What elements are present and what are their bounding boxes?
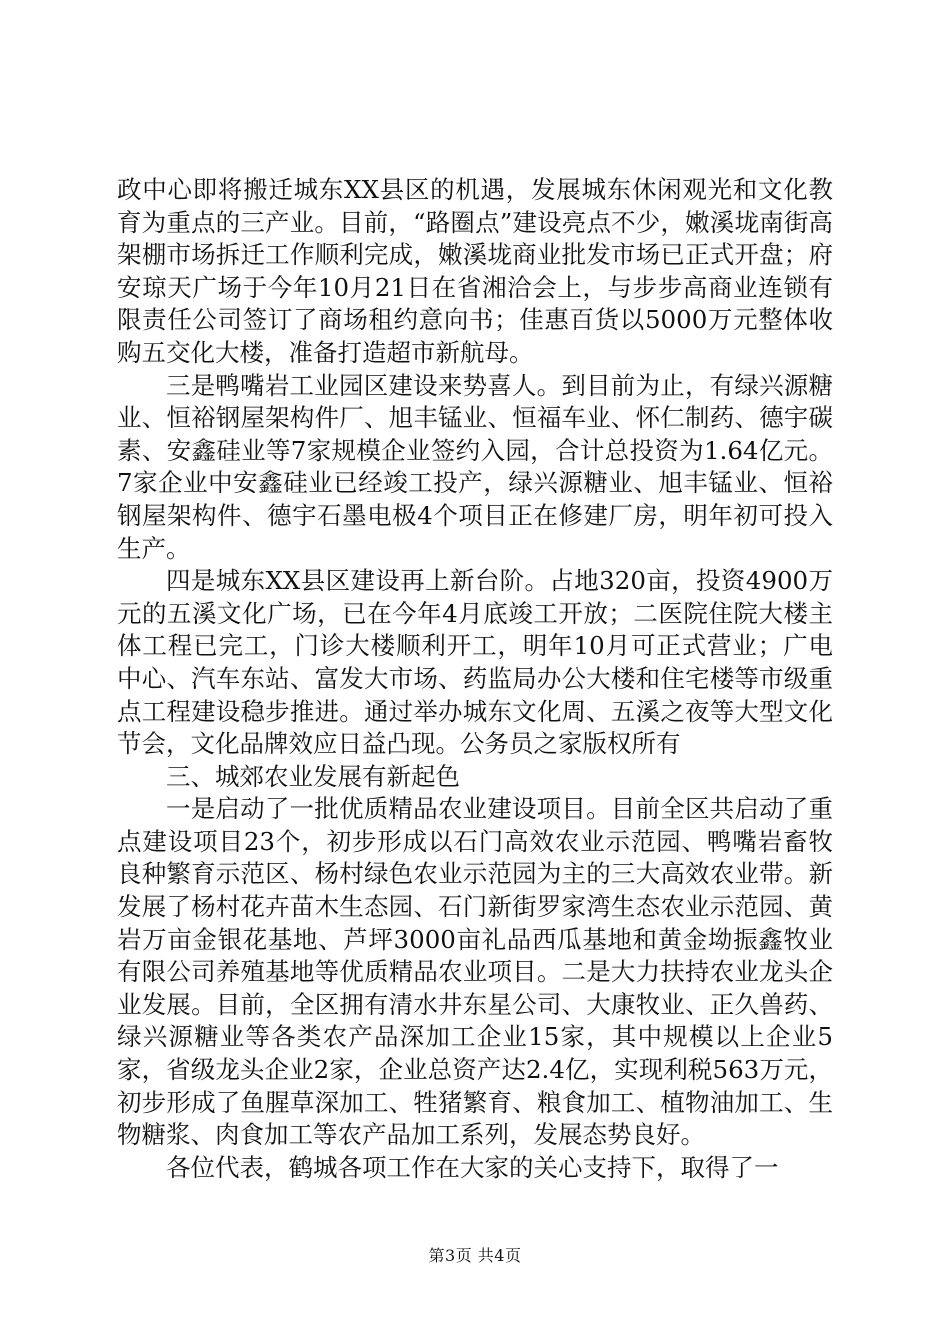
section-heading: 三、城郊农业发展有新起色 bbox=[166, 761, 460, 791]
paragraph-1: 政中心即将搬迁城东XX县区的机遇，发展城东休闲观光和文化教育为重点的三产业。目前，“路圈点”建设亮点不少，嫩溪垅南街高架棚市场拆迁工作顺利完成，嫩溪垅商业批发市场已正式开盘；府安琼天广场于今年10月21日在省湘洽会上，与步步高商业连锁有限责任公司签订了商场租约意向书；佳惠百货以5000万元整体收购五交化大楼，准备打造超市新航母。 bbox=[117, 175, 833, 367]
paragraph-4: 一是启动了一批优质精品农业建设项目。目前全区共启动了重点建设项目23个，初步形成以石门高效农业示范园、鸭嘴岩畜牧良种繁育示范区、杨村绿色农业示范园为主的三大高效农业带。新发展了杨村花卉苗木生态园、石门新街罗家湾生态农业示范园、黄岩万亩金银花基地、芦坪3000亩礼品西瓜基地和黄金坳振鑫牧业有限公司养殖基地等优质精品农业项目。二是大力扶持农业龙头企业发展。目前，全区拥有清水井东星公司、大康牧业、正久兽药、绿兴源糖业等各类农产品深加工企业15家，其中规模以上企业5家，省级龙头企业2家，企业总资产达2.4亿，实现利税563万元，初步形成了鱼腥草深加工、牲猪繁育、粮食加工、植物油加工、生物糖浆、肉食加工等农产品加工系列，发展态势良好。 bbox=[117, 794, 833, 1150]
page-footer: 第3页 共4页 bbox=[428, 1246, 522, 1265]
paragraph-2: 三是鸭嘴岩工业园区建设来势喜人。到目前为止，有绿兴源糖业、恒裕钢屋架构件厂、旭丰锰业、恒福车业、怀仁制药、德宇碳素、安鑫硅业等7家规模企业签约入园，合计总投资为1.64亿元。7家企业中安鑫硅业已经竣工投产，绿兴源糖业、旭丰锰业、恒裕钢屋架构件、德宇石墨电极4个项目正在修建厂房，明年初可投入生产。 bbox=[117, 370, 833, 563]
document-body bbox=[117, 174, 833, 1184]
paragraph-5: 各位代表，鹤城各项工作在大家的关心支持下，取得了一 bbox=[166, 1152, 779, 1182]
paragraph-3: 四是城东XX县区建设再上新台阶。占地320亩，投资4900万元的五溪文化广场，已在今年4月底竣工开放；二医院住院大楼主体工程已完工，门诊大楼顺利开工，明年10月可正式营业；广电中心、汽车东站、富发大市场、药监局办公大楼和住宅楼等市级重点工程建设稳步推进。通过举办城东文化周、五溪之夜等大型文化节会，文化品牌效应日益凸现。公务员之家版权所有 bbox=[117, 566, 833, 759]
